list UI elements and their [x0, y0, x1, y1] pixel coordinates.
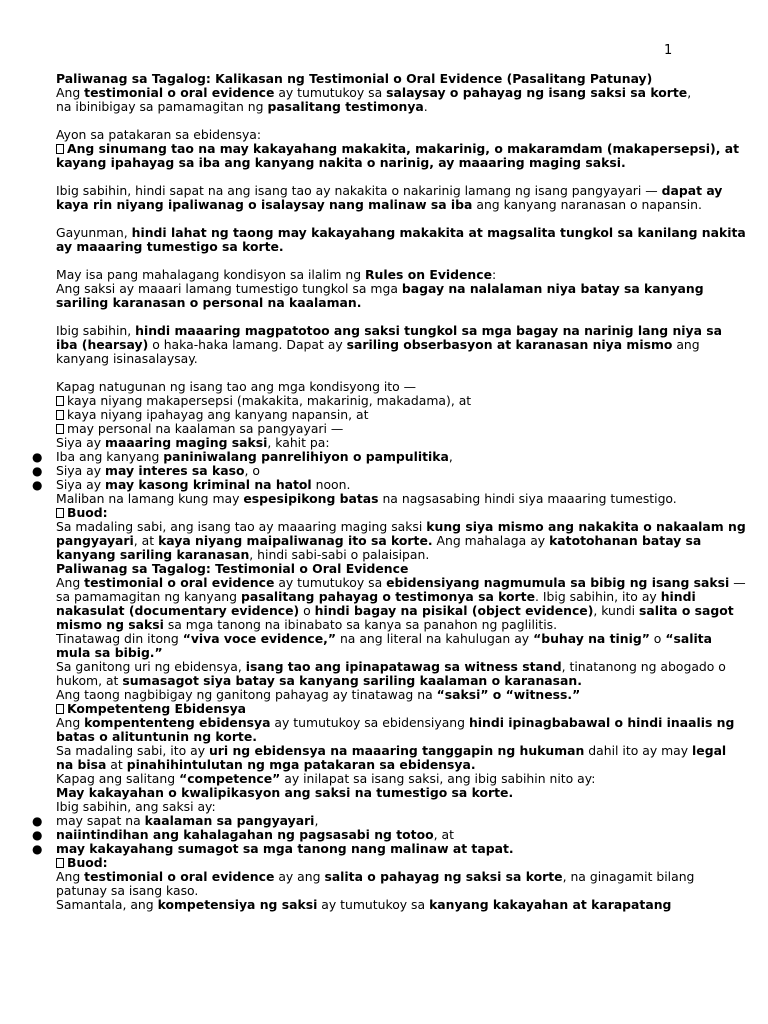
- paragraph: Ang kompententeng ebidensya ay tumutukoy sa ebidensiyang hindi ipinagbabawal o hindi inaalis ng batas o alituntunin ng korte.: [56, 715, 735, 744]
- condition-item: kaya niyang ipahayag ang kanyang napansin, at: [56, 408, 746, 422]
- checkbox-icon: [56, 424, 64, 434]
- paragraph: May isa pang mahalagang kondisyon sa ilalim ng Rules on Evidence:: [56, 267, 497, 282]
- paragraph: Siya ay maaaring maging saksi, kahit pa:: [56, 435, 330, 450]
- paragraph: Sa ganitong uri ng ebidensya, isang tao ang ipinapatawag sa witness stand, tinatanong ng abogado o hukom, at sumasagot siya batay sa kanyang sariling kaalaman o karanasan.: [56, 659, 726, 688]
- checkbox-icon: [56, 508, 64, 518]
- list-item: ● may kakayahang sumagot sa mga tanong nang malinaw at tapat.: [32, 841, 514, 856]
- section-title: Paliwanag sa Tagalog: Kalikasan ng Testimonial o Oral Evidence (Pasalitang Patunay): [56, 71, 653, 86]
- paragraph: Ibig sabihin, ang saksi ay:: [56, 799, 216, 814]
- list-item: ● naiintindihan ang kahalagahan ng pagsasabi ng totoo, at: [32, 827, 454, 842]
- condition-item: kaya niyang makapersepsi (makakita, makarinig, makadama), at: [56, 394, 746, 408]
- paragraph: Kapag ang salitang “competence” ay inilapat sa isang saksi, ang ibig sabihin nito ay:: [56, 771, 596, 786]
- paragraph: Ang testimonial o oral evidence ay ang salita o pahayag ng saksi sa korte, na ginagamit bilang patunay sa isang kaso.: [56, 869, 695, 898]
- paragraph: Gayunman, hindi lahat ng taong may kakayahang makakita at magsalita tungkol sa kanilang nakita ay maaaring tumestigo sa korte.: [56, 225, 746, 254]
- paragraph: Kapag natugunan ng isang tao ang mga kondisyong ito —: [56, 379, 417, 394]
- paragraph: Tinatawag din itong “viva voce evidence,” na ang literal na kahulugan ay “buhay na tinig” o “salita mula sa bibig.”: [56, 631, 712, 660]
- bullet-icon: ●: [32, 450, 43, 464]
- paragraph: May kakayahan o kwalipikasyon ang saksi na tumestigo sa korte.: [56, 785, 514, 800]
- paragraph: Ayon sa patakaran sa ebidensya:: [56, 127, 262, 142]
- section-title: Paliwanag sa Tagalog: Testimonial o Oral Evidence: [56, 561, 409, 576]
- bullet-icon: ●: [32, 828, 43, 842]
- paragraph: Ibig sabihin, hindi sapat na ang isang tao ay nakakita o nakarinig lamang ng isang pangyayari — dapat ay kaya rin niyang ipaliwanag o isalaysay nang malinaw sa iba ang kanyang naranasan o napansin.: [56, 183, 723, 212]
- paragraph: Sa madaling sabi, ang isang tao ay maaaring maging saksi kung siya mismo ang nakakita o nakaalam ng pangyayari, at kaya niyang maipaliwanag ito sa korte. Ang mahalaga ay katotohanan batay sa kanyang sariling karanasan, hindi sabi-sabi o palaisipan.: [56, 519, 746, 562]
- list-item: ● may sapat na kaalaman sa pangyayari,: [32, 813, 319, 828]
- page-number: 1: [664, 43, 673, 58]
- summary-heading: Buod:: [56, 506, 746, 520]
- checkbox-icon: [56, 704, 64, 714]
- rule-paragraph: Ang sinumang tao na may kakayahang makakita, makarinig, o makaramdam (makapersepsi), at kayang ipahayag sa iba ang kanyang nakita o narinig, ay maaaring maging saksi.: [56, 141, 740, 170]
- checkbox-icon: [56, 144, 64, 154]
- paragraph: Maliban na lamang kung may espesipikong batas na nagsasabing hindi siya maaaring tumestigo.: [56, 491, 677, 506]
- checkbox-icon: [56, 858, 64, 868]
- paragraph: Ang taong nagbibigay ng ganitong pahayag ay tinatawag na “saksi” o “witness.”: [56, 687, 581, 702]
- paragraph: Ibig sabihin, hindi maaaring magpatotoo ang saksi tungkol sa mga bagay na narinig lang niya sa iba (hearsay) o haka-haka lamang. Dapat ay sariling obserbasyon at karanasan niya mismo ang kanyang isinasalaysay.: [56, 323, 723, 366]
- bullet-icon: ●: [32, 464, 43, 478]
- list-item: ● Siya ay may interes sa kaso, o: [32, 463, 260, 478]
- document-body: [32, 71, 746, 912]
- condition-item: may personal na kaalaman sa pangyayari —: [56, 422, 746, 436]
- bullet-icon: ●: [32, 814, 43, 828]
- paragraph: Samantala, ang kompetensiya ng saksi ay tumutukoy sa kanyang kakayahan at karapatang: [56, 897, 672, 912]
- subheading: Kompetenteng Ebidensya: [56, 702, 746, 716]
- paragraph: Sa madaling sabi, ito ay uri ng ebidensya na maaaring tanggapin ng hukuman dahil ito ay may legal na bisa at pinahihintulutan ng mga patakaran sa ebidensya.: [56, 743, 727, 772]
- list-item: ● Siya ay may kasong kriminal na hatol noon.: [32, 477, 351, 492]
- checkbox-icon: [56, 410, 64, 420]
- paragraph: Ang testimonial o oral evidence ay tumutukoy sa salaysay o pahayag ng isang saksi sa korte, na ibinibigay sa pamamagitan ng pasalitang testimonya.: [56, 85, 692, 114]
- checkbox-icon: [56, 396, 64, 406]
- bullet-icon: ●: [32, 842, 43, 856]
- list-item: ● Iba ang kanyang paniniwalang panrelihiyon o pampulitika,: [32, 449, 453, 464]
- bullet-icon: ●: [32, 478, 43, 492]
- paragraph: Ang saksi ay maaari lamang tumestigo tungkol sa mga bagay na nalalaman niya batay sa kanyang sariling karanasan o personal na kaalaman.: [56, 281, 704, 310]
- paragraph: Ang testimonial o oral evidence ay tumutukoy sa ebidensiyang nagmumula sa bibig ng isang saksi — sa pamamagitan ng kanyang pasalitang pahayag o testimonya sa korte. Ibig sabihin, ito ay hindi nakasulat (documentary evidence) o hindi bagay na pisikal (object evidence), kundi salita o sagot mismo ng saksi sa mga tanong na ibinabato sa kanya sa panahon ng paglilitis.: [56, 575, 746, 632]
- summary-heading: Buod:: [56, 856, 746, 870]
